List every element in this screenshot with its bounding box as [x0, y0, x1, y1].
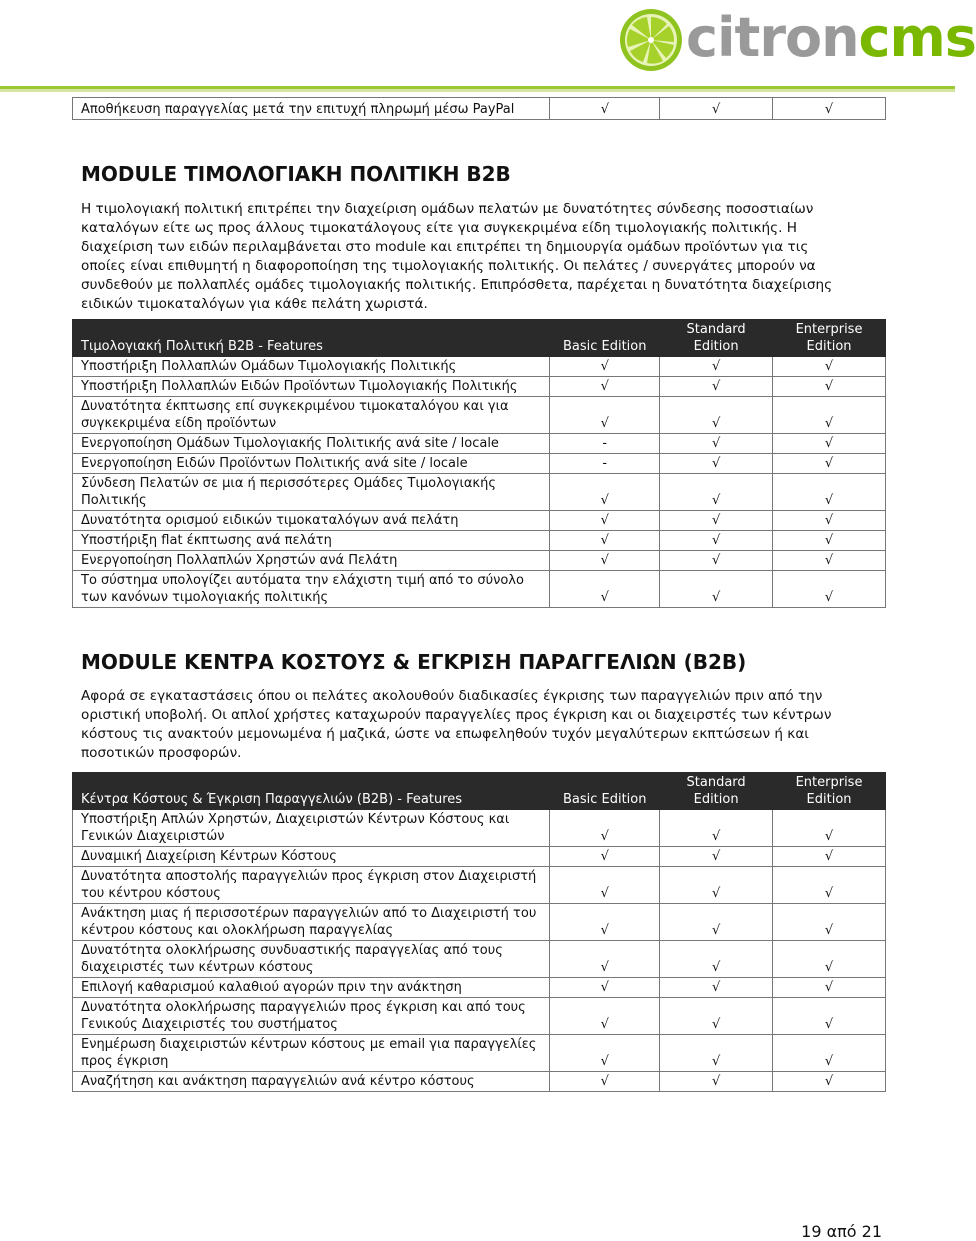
- feature-line: κέντρου κόστους και ολοκλήρωση παραγγελίας: [81, 923, 394, 938]
- feature-cell: [73, 397, 550, 434]
- enterprise-cell: √: [773, 454, 886, 474]
- paragraph-line: συνδεθούν με πολλαπλές ομάδες τιμολογιακής πολιτικής. Επιπρόσθετα, παρέχεται η δυνατότητα διαχείρισης: [81, 277, 833, 293]
- table-row: [73, 867, 886, 904]
- feature-line: Επιλογή καθαρισμού καλαθιού αγορών πριν την ανάκτηση: [81, 980, 462, 995]
- table-row: [73, 551, 886, 571]
- header-basic: Basic Edition: [550, 320, 660, 357]
- basic-cell: √: [550, 357, 660, 377]
- standard-cell: √: [660, 434, 773, 454]
- section-paragraph-cost-centers: [81, 687, 881, 763]
- header-standard: [660, 320, 773, 357]
- table-row: [73, 904, 886, 941]
- standard-cell: √: [660, 377, 773, 397]
- feature-cell: [73, 867, 550, 904]
- paragraph-line: ειδικών τιμοκαταλόγων για κάθε πελάτη χωριστά.: [81, 296, 428, 312]
- enterprise-cell: √: [773, 904, 886, 941]
- feature-line: Αναζήτηση και ανάκτηση παραγγελιών ανά κέντρο κόστους: [81, 1074, 475, 1089]
- table-row: [73, 434, 886, 454]
- basic-cell: √: [550, 397, 660, 434]
- enterprise-cell: √: [773, 847, 886, 867]
- basic-cell: √: [550, 511, 660, 531]
- lime-slice-icon: [616, 4, 686, 74]
- header-rule: [0, 86, 955, 92]
- enterprise-cell: √: [773, 810, 886, 847]
- basic-cell: √: [550, 867, 660, 904]
- table-row: [73, 978, 886, 998]
- section-title-pricing: MODULE ΤΙΜΟΛΟΓΙΑΚΗ ΠΟΛΙΤΙΚΗ B2B: [81, 162, 511, 186]
- feature-cell: [73, 1072, 550, 1092]
- feature-cell: [73, 377, 550, 397]
- header-enterprise-line1: Enterprise: [795, 322, 863, 337]
- table-row: [73, 474, 886, 511]
- enterprise-cell: √: [773, 998, 886, 1035]
- basic-cell: √: [550, 571, 660, 608]
- enterprise-cell: √: [773, 941, 886, 978]
- feature-cell: [73, 511, 550, 531]
- header-feature: Τιμολογιακή Πολιτική B2B - Features: [73, 320, 550, 357]
- feature-line: Υποστήριξη Πολλαπλών Ομάδων Τιμολογιακής Πολιτικής: [81, 359, 457, 374]
- feature-cell: [73, 571, 550, 608]
- section-paragraph-pricing: [81, 200, 881, 314]
- cost-center-table-body: [73, 810, 886, 1092]
- header-basic: Basic Edition: [550, 773, 660, 810]
- basic-cell: √: [550, 941, 660, 978]
- header-feature: Κέντρα Κόστους & Έγκριση Παραγγελιών (B2B) - Features: [73, 773, 550, 810]
- paragraph-line: ποσοτικών προσφορών.: [81, 745, 242, 761]
- standard-cell: √: [660, 847, 773, 867]
- basic-cell: √: [550, 978, 660, 998]
- cost-center-feature-table: [72, 772, 886, 1092]
- standard-cell: √: [660, 551, 773, 571]
- feature-line: Υποστήριξη flat έκπτωσης ανά πελάτη: [81, 533, 332, 548]
- feature-line: προς έγκριση: [81, 1054, 169, 1069]
- feature-line: Σύνδεση Πελατών σε μια ή περισσότερες Ομάδες Τιμολογιακής: [81, 476, 496, 491]
- basic-cell: √: [550, 551, 660, 571]
- basic-cell: √: [550, 98, 660, 120]
- feature-line: Δυνατότητα αποστολής παραγγελιών προς έγκριση στον Διαχειριστή: [81, 869, 537, 884]
- header-enterprise-line2: Edition: [806, 339, 852, 354]
- table-row: [73, 531, 886, 551]
- standard-cell: √: [660, 397, 773, 434]
- feature-cell: Αποθήκευση παραγγελίας μετά την επιτυχή πληρωμή μέσω PayPal: [73, 98, 550, 120]
- feature-line: Ανάκτηση μιας ή περισσοτέρων παραγγελιών από το Διαχειριστή του: [81, 906, 537, 921]
- feature-line: Δυναμική Διαχείριση Κέντρων Κόστους: [81, 849, 337, 864]
- feature-cell: [73, 531, 550, 551]
- basic-cell: √: [550, 1035, 660, 1072]
- standard-cell: √: [660, 454, 773, 474]
- table-row: [73, 847, 886, 867]
- enterprise-cell: √: [773, 434, 886, 454]
- feature-cell: [73, 454, 550, 474]
- pricing-feature-table: [72, 319, 886, 608]
- header-standard: [660, 773, 773, 810]
- table-row: [73, 377, 886, 397]
- table-row: [73, 571, 886, 608]
- enterprise-cell: √: [773, 474, 886, 511]
- enterprise-cell: √: [773, 1035, 886, 1072]
- paragraph-line: οριστική υποβολή. Οι απλοί χρήστες καταχωρούν παραγγελίες προς έγκριση και οι διαχειρστές των κέντρων: [81, 707, 832, 723]
- header-standard-line1: Standard: [686, 322, 746, 337]
- enterprise-cell: √: [773, 551, 886, 571]
- feature-line: Δυνατότητα ολοκλήρωσης συνδυαστικής παραγγελίας από τους: [81, 943, 503, 958]
- logo-text-cms: cms: [858, 6, 976, 69]
- standard-cell: √: [660, 867, 773, 904]
- standard-cell: √: [660, 357, 773, 377]
- header-standard-line2: Edition: [693, 339, 739, 354]
- paragraph-line: Η τιμολογιακή πολιτική επιτρέπει την διαχείριση ομάδων πελατών με δυνατότητες σύνδεσης ποσοστιαίων: [81, 201, 814, 217]
- enterprise-cell: √: [773, 511, 886, 531]
- enterprise-cell: √: [773, 98, 886, 120]
- feature-cell: [73, 904, 550, 941]
- standard-cell: √: [660, 978, 773, 998]
- enterprise-cell: √: [773, 377, 886, 397]
- standard-cell: √: [660, 904, 773, 941]
- enterprise-cell: √: [773, 397, 886, 434]
- paragraph-line: διαχείριση των ειδών περιλαμβάνεται στο module και επιτρέπει τη δημιουργία ομάδων προϊόντων για τις: [81, 239, 809, 255]
- enterprise-cell: √: [773, 978, 886, 998]
- enterprise-cell: √: [773, 531, 886, 551]
- basic-cell: -: [550, 454, 660, 474]
- page-number: 19 από 21: [801, 1222, 882, 1241]
- header-enterprise: [773, 773, 886, 810]
- standard-cell: √: [660, 998, 773, 1035]
- header-enterprise: [773, 320, 886, 357]
- feature-line: Ενημέρωση διαχειριστών κέντρων κόστους με email για παραγγελίες: [81, 1037, 537, 1052]
- feature-line: Δυνατότητα έκπτωσης επί συγκεκριμένου τιμοκαταλόγου και για: [81, 399, 509, 414]
- citroncms-logo: [616, 4, 976, 76]
- basic-cell: √: [550, 1072, 660, 1092]
- basic-cell: √: [550, 377, 660, 397]
- feature-cell: [73, 941, 550, 978]
- standard-cell: √: [660, 511, 773, 531]
- table-header-row: [73, 773, 886, 810]
- feature-line: Υποστήριξη Απλών Χρηστών, Διαχειριστών Κέντρων Κόστους και: [81, 812, 510, 827]
- paragraph-line: κόστους τις ανακτούν μεμονωμένα ή μαζικά, ώστε να επωφεληθούν τυχόν μεγαλύτερων εκπτώσεων ή και: [81, 726, 809, 742]
- feature-line: διαχειριστές των κέντρων κόστους: [81, 960, 314, 975]
- header-enterprise-line2: Edition: [806, 792, 852, 807]
- table-row: [73, 397, 886, 434]
- paragraph-line: οποίες είναι επιθυμητή η διαφοροποίηση της τιμολογιακής πολιτικής. Οι πελάτες / συνεργάτες μπορούν να: [81, 258, 816, 274]
- feature-line: Ενεργοποίηση Ομάδων Τιμολογιακής Πολιτικής ανά site / locale: [81, 436, 499, 451]
- feature-line: των κανόνων τιμολογιακής πολιτικής: [81, 590, 329, 605]
- enterprise-cell: √: [773, 1072, 886, 1092]
- header-enterprise-line1: Enterprise: [795, 775, 863, 790]
- enterprise-cell: √: [773, 571, 886, 608]
- standard-cell: √: [660, 1072, 773, 1092]
- feature-line: Ενεργοποίηση Πολλαπλών Χρηστών ανά Πελάτη: [81, 553, 398, 568]
- table-row: [73, 98, 886, 120]
- top-feature-table: [72, 97, 886, 120]
- standard-cell: √: [660, 531, 773, 551]
- standard-cell: √: [660, 474, 773, 511]
- paragraph-line: καταλόγων είτε ως προς άλλους τιμοκατάλογους είτε για συγκεκριμένα είδη τιμολογιακής πολιτικής. Η: [81, 220, 797, 236]
- feature-cell: [73, 357, 550, 377]
- standard-cell: √: [660, 941, 773, 978]
- header-standard-line1: Standard: [686, 775, 746, 790]
- feature-line: συγκεκριμένα είδη προϊόντων: [81, 416, 277, 431]
- basic-cell: -: [550, 434, 660, 454]
- table-row: [73, 511, 886, 531]
- basic-cell: √: [550, 474, 660, 511]
- enterprise-cell: √: [773, 357, 886, 377]
- feature-cell: [73, 998, 550, 1035]
- standard-cell: √: [660, 810, 773, 847]
- feature-line: του κέντρου κόστους: [81, 886, 221, 901]
- basic-cell: √: [550, 531, 660, 551]
- table-row: [73, 1072, 886, 1092]
- feature-cell: [73, 474, 550, 511]
- feature-line: Γενικών Διαχειριστών: [81, 829, 225, 844]
- logo-text-citron: citron: [686, 6, 859, 69]
- logo-wordmark: [686, 8, 976, 68]
- enterprise-cell: √: [773, 867, 886, 904]
- basic-cell: √: [550, 998, 660, 1035]
- feature-cell: [73, 847, 550, 867]
- standard-cell: √: [660, 571, 773, 608]
- feature-cell: [73, 551, 550, 571]
- feature-line: Το σύστημα υπολογίζει αυτόματα την ελάχιστη τιμή από το σύνολο: [81, 573, 524, 588]
- feature-cell: [73, 978, 550, 998]
- section-title-cost-centers: MODULE ΚΕΝΤΡΑ ΚΟΣΤΟΥΣ & ΕΓΚΡΙΣΗ ΠΑΡΑΓΓΕΛΙΩΝ (B2B): [81, 650, 747, 674]
- basic-cell: √: [550, 810, 660, 847]
- table-row: [73, 454, 886, 474]
- feature-cell: [73, 810, 550, 847]
- feature-line: Δυνατότητα ορισμού ειδικών τιμοκαταλόγων ανά πελάτη: [81, 513, 459, 528]
- header-standard-line2: Edition: [693, 792, 739, 807]
- feature-cell: [73, 1035, 550, 1072]
- basic-cell: √: [550, 847, 660, 867]
- table-row: [73, 810, 886, 847]
- table-row: [73, 1035, 886, 1072]
- standard-cell: √: [660, 98, 773, 120]
- feature-line: Πολιτικής: [81, 493, 147, 508]
- table-row: [73, 941, 886, 978]
- table-row: [73, 998, 886, 1035]
- pricing-table-body: [73, 357, 886, 608]
- basic-cell: √: [550, 904, 660, 941]
- table-row: [73, 357, 886, 377]
- feature-line: Υποστήριξη Πολλαπλών Ειδών Προϊόντων Τιμολογιακής Πολιτικής: [81, 379, 518, 394]
- feature-cell: [73, 434, 550, 454]
- feature-line: Ενεργοποίηση Ειδών Προϊόντων Πολιτικής ανά site / locale: [81, 456, 468, 471]
- feature-line: Δυνατότητα ολοκλήρωσης παραγγελιών προς έγκριση και από τους: [81, 1000, 526, 1015]
- standard-cell: √: [660, 1035, 773, 1072]
- feature-line: Γενικούς Διαχειριστές του συστήματος: [81, 1017, 338, 1032]
- paragraph-line: Αφορά σε εγκαταστάσεις όπου οι πελάτες ακολουθούν διαδικασίες έγκρισης των παραγγελιών πριν από την: [81, 688, 823, 704]
- table-header-row: [73, 320, 886, 357]
